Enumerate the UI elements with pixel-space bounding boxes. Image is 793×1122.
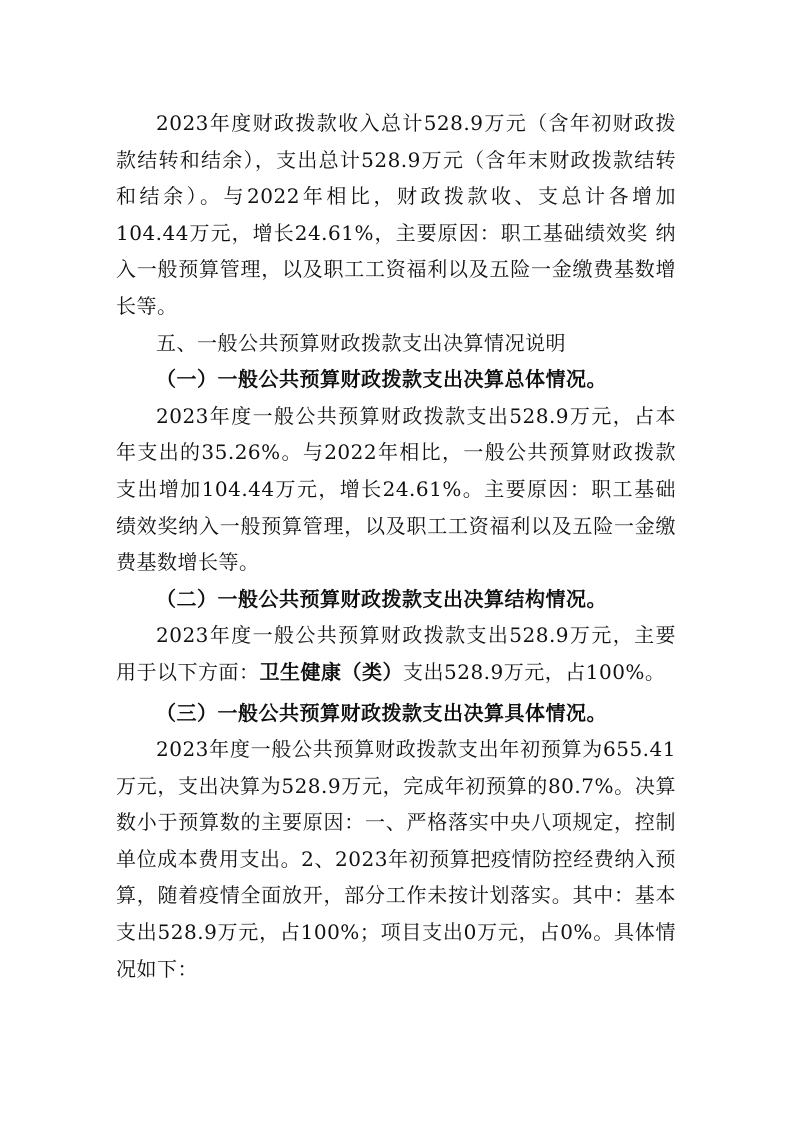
structure-category-health: 卫生健康（类）: [259, 659, 403, 684]
subsection-title-structure: （二）一般公共预算财政拨款支出决算结构情况。: [156, 586, 607, 611]
structure-text-lead: 2023年度一般公共预算财政拨款支出528.9万元，主要用于以下方面：: [116, 623, 676, 684]
structure-text-tail: 支出528.9万元，占100%。: [403, 659, 666, 684]
paragraph-overall: 2023年度一般公共预算财政拨款支出528.9万元，占本年支出的35.26%。与2022年相比，一般公共预算财政拨款支出增加104.44万元，增长24.61%。主要原因：职工基础绩效奖纳入一般预算管理，以及职工工资福利以及五险一金缴费基数增长等。: [116, 403, 676, 575]
paragraph-income-summary: 2023年度财政拨款收入总计528.9万元（含年初财政拨款结转和结余），支出总计528.9万元（含年末财政拨款结转和结余）。与2022年相比，财政拨款收、支总计各增加104.44万元，增长24.61%，主要原因：职工基础绩效奖 纳入一般预算管理，以及职工工资福利以及五险一金缴费基数增长等。: [116, 111, 676, 318]
subsection-title-details: （三）一般公共预算财政拨款支出决算具体情况。: [156, 700, 607, 725]
paragraph-details: 2023年度一般公共预算财政拨款支出年初预算为655.41万元，支出决算为528.9万元，完成年初预算的80.7%。决算数小于预算数的主要原因：一、严格落实中央八项规定，控制单位成本费用支出。2、2023年初预算把疫情防控经费纳入预算，随着疫情全面放开，部分工作未按计划落实。其中：基本支出528.9万元，占100%；项目支出0万元，占0%。具体情况如下：: [116, 737, 676, 981]
subsection-title-overall: （一）一般公共预算财政拨款支出决算总体情况。: [156, 367, 607, 392]
paragraph-structure: [116, 617, 676, 690]
section-title-general-budget: 五、一般公共预算财政拨款支出决算情况说明: [156, 330, 566, 355]
document-page: [116, 105, 676, 987]
